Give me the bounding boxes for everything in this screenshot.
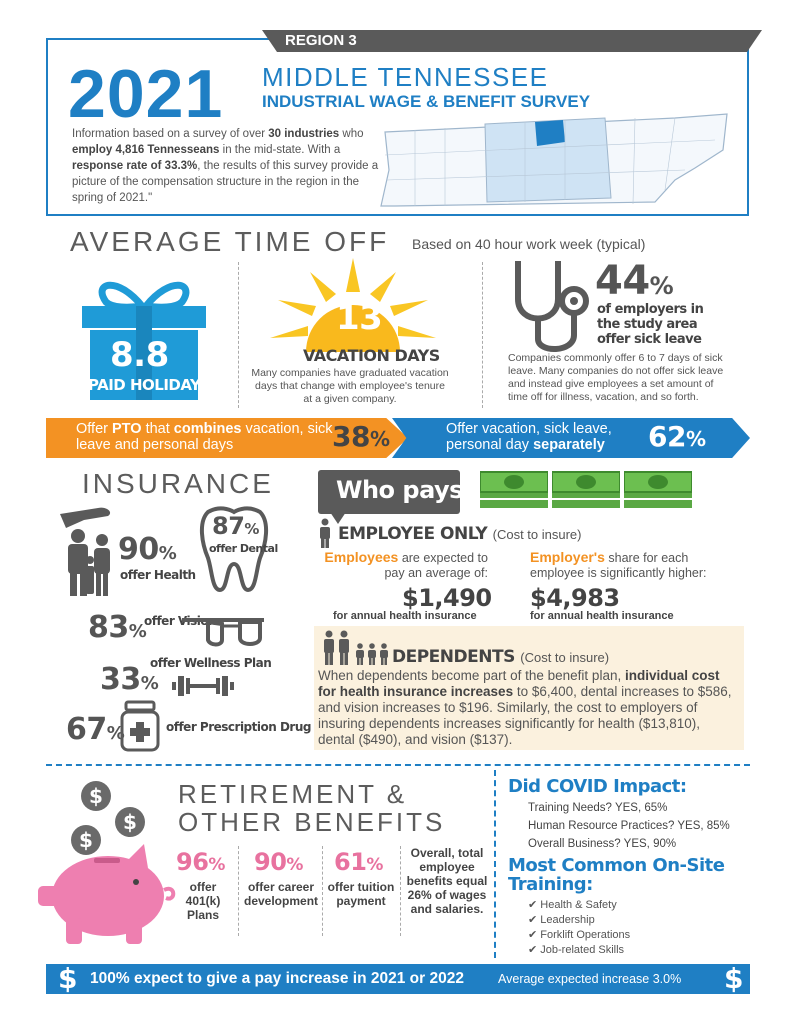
training-item: ✔ Leadership [528, 914, 595, 926]
holidays-label: PAID HOLIDAYS [88, 376, 211, 394]
who-pays-title: Who pays? [336, 476, 477, 504]
time-off-title: AVERAGE TIME OFF [70, 226, 390, 257]
sick-leave-description: Companies commonly offer 6 to 7 days of sick leave. Many companies do not offer sick leave and instead give employees a set amount of time off for illness, vacation, and so forth. [508, 352, 724, 403]
time-off-subtitle: Based on 40 hour work week (typical) [412, 236, 646, 252]
glasses-icon [180, 612, 266, 648]
pto-separate-percent: 62% [648, 420, 706, 453]
employee-only-heading: EMPLOYEE ONLY (Cost to insure) [338, 524, 582, 544]
survey-year: 2021 [68, 56, 224, 132]
employee-cost-note: for annual health insurance [333, 610, 477, 622]
sick-leave-label: of employers in the study area offer sick leave [597, 302, 704, 347]
cash-stack-icon [480, 470, 548, 514]
dependents-heading: DEPENDENTS (Cost to insure) [392, 647, 610, 667]
employer-cost-text: Employer's share for each employee is significantly higher: [530, 549, 707, 580]
dollar-icon: $ [58, 962, 77, 995]
footer-text: 100% expect to give a pay increase in 2021 or 2022 [90, 970, 464, 987]
holidays-value: 8.8 [110, 335, 169, 375]
coin-symbol: $ [123, 810, 137, 834]
cash-stack-icon [624, 470, 692, 514]
tuition-percent: 61% [334, 848, 383, 876]
retirement-title: RETIREMENT & OTHER BENEFITS [178, 779, 446, 837]
wellness-label: offer Wellness Plan [150, 656, 272, 670]
retirement-401k-label: offer 401(k) Plans [185, 880, 221, 922]
training-item: ✔ Forklift Operations [528, 929, 631, 941]
stethoscope-icon [508, 255, 598, 355]
health-percent: 90% [118, 532, 177, 567]
column-divider [482, 262, 483, 408]
employee-cost-amount: $1,490 [402, 584, 492, 612]
dental-label: offer Dental [209, 542, 278, 555]
sick-leave-percent: 44% [595, 258, 674, 304]
column-divider [238, 846, 239, 936]
footer-subtext: Average expected increase 3.0% [498, 972, 682, 986]
dependents-text: When dependents become part of the benefit plan, individual cost for health insurance increases to $6,400, dental increases to $586, and vision increases to $196. Similarly, the cost to employers of insuring dependents increases significantly for health ($13,810), dental ($490), and vision ($137). [318, 668, 732, 747]
training-title: Most Common On-Site Training: [508, 855, 725, 895]
employer-cost-note: for annual health insurance [530, 610, 674, 622]
family-health-icon [58, 500, 118, 600]
health-label: offer Health [120, 568, 196, 582]
vacation-description: Many companies have graduated vacation days that change with employee's tenure at a given company. [251, 367, 449, 405]
career-development-label: offer career development [244, 880, 319, 908]
pto-combined-text: Offer PTO that combines vacation, sick leave and personal days [76, 421, 333, 453]
title-survey: INDUSTRIAL WAGE & BENEFIT SURVEY [262, 92, 591, 111]
intro-text: Information based on a survey of over 30 industries who employ 4,816 Tennesseans in the mid-state. With a response rate of 33.3%, the results of this survey provide a picture of the compensation structure in the region in the spring of 2021." [72, 128, 379, 204]
dental-percent: 87% [212, 512, 259, 540]
pto-separate-text: Offer vacation, sick leave, personal day separately [446, 421, 612, 453]
vacation-label: VACATION DAYS [303, 346, 440, 365]
vision-percent: 83% [88, 610, 147, 645]
region-label: REGION 3 [285, 32, 357, 49]
tuition-label: offer tuition payment [327, 880, 395, 908]
retirement-401k-percent: 96% [176, 848, 225, 876]
column-divider [322, 846, 323, 936]
dumbbell-icon [172, 674, 234, 698]
total-benefits-note: Overall, total employee benefits equal 26% of wages and salaries. [406, 846, 488, 916]
column-divider [494, 770, 496, 958]
tennessee-map-icon [375, 110, 735, 210]
dollar-icon: $ [724, 962, 743, 995]
cash-stack-icon [552, 470, 620, 514]
insurance-title: INSURANCE [82, 468, 274, 499]
vision-label: offer Vision [144, 614, 217, 628]
column-divider [400, 846, 401, 936]
piggy-bank-icon [36, 840, 176, 950]
prescription-percent: 67% [66, 712, 125, 747]
employee-cost-text: Employees are expected to pay an average of: [324, 549, 488, 580]
coin-symbol: $ [79, 828, 93, 852]
section-divider [46, 764, 750, 766]
employer-cost-amount: $4,983 [530, 584, 620, 612]
wellness-percent: 33% [100, 662, 159, 697]
family-group-icon [322, 630, 388, 666]
covid-item: Training Needs? YES, 65% [528, 802, 668, 814]
covid-item: Human Resource Practices? YES, 85% [528, 820, 730, 832]
coin-symbol: $ [89, 784, 103, 808]
person-icon [318, 518, 332, 548]
title-region: MIDDLE TENNESSEE [262, 62, 549, 92]
vacation-value: 13 [336, 298, 383, 338]
training-item: ✔ Health & Safety [528, 899, 617, 911]
training-item: ✔ Job-related Skills [528, 944, 625, 956]
column-divider [238, 262, 239, 408]
pill-bottle-icon [118, 700, 162, 752]
career-development-percent: 90% [254, 848, 303, 876]
who-pays-bubble-tail [330, 512, 346, 524]
prescription-label: offer Prescription Drug [166, 720, 311, 734]
covid-item: Overall Business? YES, 90% [528, 838, 677, 850]
pto-combined-percent: 38% [332, 420, 390, 453]
covid-title: Did COVID Impact: [508, 776, 687, 797]
